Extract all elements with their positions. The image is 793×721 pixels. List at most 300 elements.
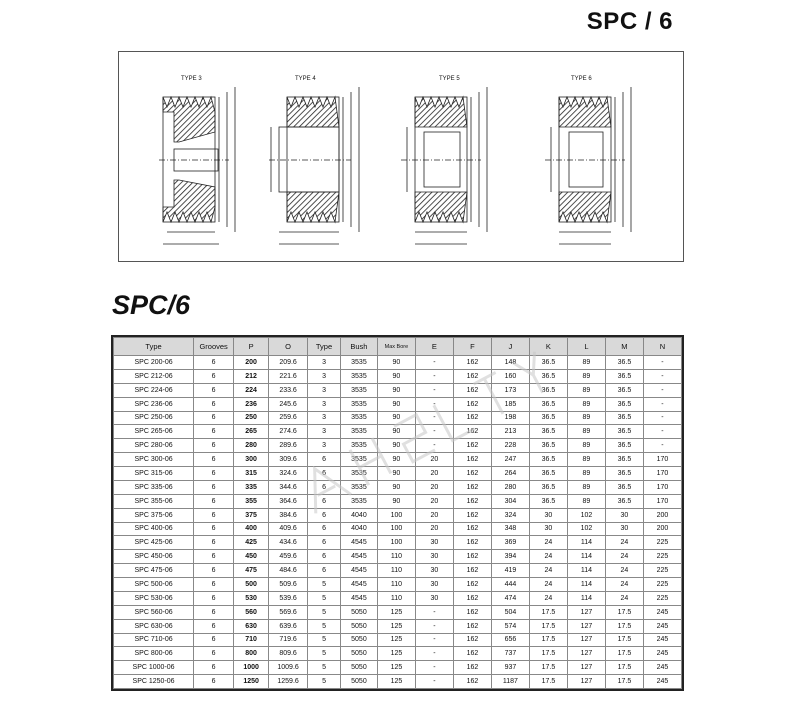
cell-grooves: 6: [194, 356, 234, 370]
cell-bush: 5050: [340, 661, 377, 675]
table-row: [114, 647, 682, 661]
cell-m: 30: [605, 522, 643, 536]
cell-max-bore: 90: [377, 453, 415, 467]
col-header-j: J: [491, 338, 529, 356]
spc-6-dimension-table: [111, 335, 684, 691]
cell-hub-type: 3: [308, 439, 341, 453]
cell-n: -: [643, 356, 681, 370]
col-header-n: N: [643, 338, 681, 356]
cell-n: -: [643, 439, 681, 453]
cell-f: 162: [453, 439, 491, 453]
cell-grooves: 6: [194, 439, 234, 453]
cell-m: 36.5: [605, 439, 643, 453]
cell-grooves: 6: [194, 494, 234, 508]
col-header-p: P: [234, 338, 269, 356]
cell-k: 24: [529, 536, 567, 550]
cell-bush: 3535: [340, 397, 377, 411]
cell-j: 656: [491, 633, 529, 647]
cell-f: 162: [453, 647, 491, 661]
col-header-bush: Bush: [340, 338, 377, 356]
cell-p: 1000: [234, 661, 269, 675]
cell-max-bore: 125: [377, 661, 415, 675]
cell-grooves: 6: [194, 467, 234, 481]
cell-k: 30: [529, 522, 567, 536]
cell-n: 170: [643, 480, 681, 494]
cell-m: 36.5: [605, 467, 643, 481]
cell-o: 434.6: [269, 536, 308, 550]
cell-m: 36.5: [605, 425, 643, 439]
cell-f: 162: [453, 633, 491, 647]
cell-l: 127: [567, 661, 605, 675]
cell-m: 24: [605, 591, 643, 605]
type-3-label: TYPE 3: [181, 76, 202, 82]
cell-j: 444: [491, 578, 529, 592]
cell-p: 265: [234, 425, 269, 439]
cell-hub-type: 3: [308, 356, 341, 370]
cell-f: 162: [453, 591, 491, 605]
cell-bush: 4545: [340, 536, 377, 550]
cell-o: 569.6: [269, 605, 308, 619]
cell-k: 24: [529, 564, 567, 578]
cell-hub-type: 5: [308, 661, 341, 675]
cell-o: 384.6: [269, 508, 308, 522]
cell-p: 224: [234, 383, 269, 397]
cell-f: 162: [453, 605, 491, 619]
cell-e: 20: [415, 453, 453, 467]
cell-j: 198: [491, 411, 529, 425]
cell-type: SPC 200-06: [114, 356, 194, 370]
table-row: [114, 397, 682, 411]
cell-hub-type: 5: [308, 633, 341, 647]
cell-l: 89: [567, 411, 605, 425]
cell-n: 170: [643, 467, 681, 481]
cell-l: 89: [567, 439, 605, 453]
cell-type: SPC 236-06: [114, 397, 194, 411]
cell-k: 17.5: [529, 605, 567, 619]
cell-n: 225: [643, 550, 681, 564]
cell-p: 300: [234, 453, 269, 467]
cell-o: 809.6: [269, 647, 308, 661]
cell-type: SPC 300-06: [114, 453, 194, 467]
cell-j: 937: [491, 661, 529, 675]
cell-max-bore: 100: [377, 508, 415, 522]
cell-p: 425: [234, 536, 269, 550]
cell-l: 102: [567, 508, 605, 522]
cell-m: 36.5: [605, 356, 643, 370]
cell-k: 17.5: [529, 619, 567, 633]
cell-o: 209.6: [269, 356, 308, 370]
cell-p: 375: [234, 508, 269, 522]
cell-k: 36.5: [529, 467, 567, 481]
cell-hub-type: 5: [308, 647, 341, 661]
cell-bush: 5050: [340, 633, 377, 647]
cell-l: 89: [567, 425, 605, 439]
col-header-hub-type: Type: [308, 338, 341, 356]
cell-max-bore: 125: [377, 619, 415, 633]
cell-hub-type: 6: [308, 536, 341, 550]
cell-l: 89: [567, 383, 605, 397]
col-header-f: F: [453, 338, 491, 356]
cell-o: 274.6: [269, 425, 308, 439]
cell-max-bore: 100: [377, 522, 415, 536]
cell-n: -: [643, 411, 681, 425]
cell-n: 245: [643, 647, 681, 661]
cell-p: 475: [234, 564, 269, 578]
cell-k: 36.5: [529, 383, 567, 397]
cell-f: 162: [453, 480, 491, 494]
cell-p: 355: [234, 494, 269, 508]
cell-grooves: 6: [194, 661, 234, 675]
cell-bush: 4040: [340, 522, 377, 536]
col-header-grooves: Grooves: [194, 338, 234, 356]
cell-type: SPC 280-06: [114, 439, 194, 453]
cell-o: 484.6: [269, 564, 308, 578]
cell-l: 89: [567, 480, 605, 494]
cell-k: 36.5: [529, 439, 567, 453]
cell-l: 114: [567, 578, 605, 592]
cell-n: 245: [643, 633, 681, 647]
cell-n: 245: [643, 605, 681, 619]
cell-grooves: 6: [194, 591, 234, 605]
cell-f: 162: [453, 508, 491, 522]
cell-e: -: [415, 619, 453, 633]
cell-bush: 4545: [340, 550, 377, 564]
cell-type: SPC 500-06: [114, 578, 194, 592]
cell-k: 24: [529, 591, 567, 605]
cell-j: 228: [491, 439, 529, 453]
cell-bush: 4545: [340, 564, 377, 578]
cell-type: SPC 375-06: [114, 508, 194, 522]
cell-hub-type: 6: [308, 564, 341, 578]
cell-f: 162: [453, 356, 491, 370]
cell-p: 1250: [234, 675, 269, 689]
cell-m: 17.5: [605, 633, 643, 647]
table-row: [114, 356, 682, 370]
cell-grooves: 6: [194, 508, 234, 522]
cell-bush: 5050: [340, 675, 377, 689]
cell-o: 509.6: [269, 578, 308, 592]
cell-max-bore: 125: [377, 605, 415, 619]
cell-f: 162: [453, 522, 491, 536]
cell-j: 1187: [491, 675, 529, 689]
cell-m: 24: [605, 536, 643, 550]
table-row: [114, 411, 682, 425]
cell-l: 114: [567, 550, 605, 564]
table-row: [114, 494, 682, 508]
table-row: [114, 675, 682, 689]
cell-grooves: 6: [194, 536, 234, 550]
cell-p: 200: [234, 356, 269, 370]
cell-j: 247: [491, 453, 529, 467]
cell-j: 324: [491, 508, 529, 522]
table-row: [114, 633, 682, 647]
cell-bush: 3535: [340, 425, 377, 439]
cell-e: -: [415, 425, 453, 439]
cell-f: 162: [453, 661, 491, 675]
cell-p: 315: [234, 467, 269, 481]
cell-bush: 4040: [340, 508, 377, 522]
cell-bush: 3535: [340, 480, 377, 494]
cell-max-bore: 90: [377, 411, 415, 425]
cell-k: 36.5: [529, 397, 567, 411]
cell-grooves: 6: [194, 675, 234, 689]
cell-n: -: [643, 369, 681, 383]
cell-hub-type: 3: [308, 369, 341, 383]
cell-type: SPC 265-06: [114, 425, 194, 439]
cell-hub-type: 5: [308, 675, 341, 689]
cell-k: 36.5: [529, 369, 567, 383]
cell-grooves: 6: [194, 480, 234, 494]
cell-n: 245: [643, 619, 681, 633]
cell-type: SPC 355-06: [114, 494, 194, 508]
cell-grooves: 6: [194, 564, 234, 578]
table-row: [114, 661, 682, 675]
cell-e: -: [415, 605, 453, 619]
page-title: SPC / 6: [586, 8, 673, 35]
cell-bush: 4545: [340, 591, 377, 605]
table-row: [114, 480, 682, 494]
cell-e: -: [415, 383, 453, 397]
cell-bush: 5050: [340, 619, 377, 633]
cell-max-bore: 125: [377, 675, 415, 689]
cell-max-bore: 110: [377, 591, 415, 605]
cell-l: 127: [567, 675, 605, 689]
cell-f: 162: [453, 369, 491, 383]
section-title: SPC/6: [112, 290, 191, 320]
cell-grooves: 6: [194, 411, 234, 425]
cell-e: 20: [415, 467, 453, 481]
type-4-label: TYPE 4: [295, 76, 316, 82]
cell-type: SPC 400-06: [114, 522, 194, 536]
cell-type: SPC 212-06: [114, 369, 194, 383]
cell-p: 400: [234, 522, 269, 536]
cell-hub-type: 3: [308, 397, 341, 411]
cell-l: 127: [567, 633, 605, 647]
cell-j: 419: [491, 564, 529, 578]
cell-type: SPC 425-06: [114, 536, 194, 550]
cell-f: 162: [453, 453, 491, 467]
cell-max-bore: 110: [377, 564, 415, 578]
cell-e: -: [415, 397, 453, 411]
cell-hub-type: 6: [308, 494, 341, 508]
cell-o: 364.6: [269, 494, 308, 508]
cell-max-bore: 90: [377, 425, 415, 439]
cell-k: 36.5: [529, 356, 567, 370]
table-row: [114, 383, 682, 397]
cell-bush: 3535: [340, 439, 377, 453]
cell-max-bore: 100: [377, 536, 415, 550]
cell-max-bore: 90: [377, 356, 415, 370]
cell-f: 162: [453, 536, 491, 550]
cell-e: -: [415, 369, 453, 383]
cell-o: 409.6: [269, 522, 308, 536]
cell-max-bore: 90: [377, 369, 415, 383]
cell-j: 264: [491, 467, 529, 481]
cell-o: 309.6: [269, 453, 308, 467]
cell-j: 148: [491, 356, 529, 370]
cell-type: SPC 450-06: [114, 550, 194, 564]
cell-k: 24: [529, 550, 567, 564]
cell-o: 221.6: [269, 369, 308, 383]
cell-n: 200: [643, 522, 681, 536]
cell-o: 324.6: [269, 467, 308, 481]
cell-e: 20: [415, 522, 453, 536]
cell-type: SPC 224-06: [114, 383, 194, 397]
cell-m: 24: [605, 564, 643, 578]
cell-m: 24: [605, 550, 643, 564]
type-5-label: TYPE 5: [439, 76, 460, 82]
cell-p: 212: [234, 369, 269, 383]
col-header-e: E: [415, 338, 453, 356]
cell-type: SPC 475-06: [114, 564, 194, 578]
cell-type: SPC 530-06: [114, 591, 194, 605]
cell-p: 250: [234, 411, 269, 425]
cell-k: 17.5: [529, 661, 567, 675]
cell-k: 24: [529, 578, 567, 592]
cell-m: 17.5: [605, 647, 643, 661]
cell-m: 24: [605, 578, 643, 592]
cell-hub-type: 5: [308, 578, 341, 592]
cell-e: -: [415, 647, 453, 661]
cell-type: SPC 630-06: [114, 619, 194, 633]
cell-bush: 3535: [340, 411, 377, 425]
cell-l: 127: [567, 619, 605, 633]
cell-max-bore: 90: [377, 397, 415, 411]
cell-f: 162: [453, 425, 491, 439]
cell-l: 89: [567, 453, 605, 467]
table-row: [114, 619, 682, 633]
cell-hub-type: 6: [308, 480, 341, 494]
cell-m: 30: [605, 508, 643, 522]
cell-f: 162: [453, 578, 491, 592]
table-row: [114, 550, 682, 564]
cell-m: 17.5: [605, 661, 643, 675]
cell-o: 719.6: [269, 633, 308, 647]
table-row: [114, 536, 682, 550]
cell-m: 36.5: [605, 494, 643, 508]
cell-o: 639.6: [269, 619, 308, 633]
pulley-cross-section-drawings: [119, 52, 685, 263]
cell-max-bore: 110: [377, 578, 415, 592]
cell-bush: 3535: [340, 356, 377, 370]
type-6-drawing: [545, 87, 631, 244]
cell-l: 114: [567, 591, 605, 605]
cell-bush: 3535: [340, 467, 377, 481]
cell-j: 504: [491, 605, 529, 619]
cell-e: -: [415, 633, 453, 647]
cell-l: 89: [567, 356, 605, 370]
cell-m: 36.5: [605, 453, 643, 467]
cell-p: 800: [234, 647, 269, 661]
cell-m: 17.5: [605, 619, 643, 633]
cell-hub-type: 5: [308, 619, 341, 633]
col-header-m: M: [605, 338, 643, 356]
cell-o: 459.6: [269, 550, 308, 564]
cell-bush: 5050: [340, 647, 377, 661]
type-3-drawing: [159, 87, 235, 244]
table-row: [114, 425, 682, 439]
cell-hub-type: 5: [308, 605, 341, 619]
cell-type: SPC 800-06: [114, 647, 194, 661]
cell-grooves: 6: [194, 619, 234, 633]
cell-f: 162: [453, 494, 491, 508]
cell-l: 89: [567, 494, 605, 508]
cell-f: 162: [453, 383, 491, 397]
cell-o: 245.6: [269, 397, 308, 411]
cell-e: -: [415, 439, 453, 453]
cell-hub-type: 6: [308, 522, 341, 536]
cell-e: 30: [415, 536, 453, 550]
cell-n: 200: [643, 508, 681, 522]
cell-m: 17.5: [605, 605, 643, 619]
cell-e: -: [415, 411, 453, 425]
col-header-l: L: [567, 338, 605, 356]
cell-f: 162: [453, 564, 491, 578]
cell-grooves: 6: [194, 522, 234, 536]
cell-j: 160: [491, 369, 529, 383]
cell-grooves: 6: [194, 605, 234, 619]
cell-type: SPC 710-06: [114, 633, 194, 647]
cell-max-bore: 90: [377, 480, 415, 494]
cell-l: 89: [567, 369, 605, 383]
cell-hub-type: 5: [308, 591, 341, 605]
cell-max-bore: 90: [377, 467, 415, 481]
cell-p: 530: [234, 591, 269, 605]
cell-grooves: 6: [194, 397, 234, 411]
table-row: [114, 369, 682, 383]
table-header-row: [114, 338, 682, 356]
cell-j: 737: [491, 647, 529, 661]
cell-n: 225: [643, 591, 681, 605]
cell-o: 233.6: [269, 383, 308, 397]
cell-p: 280: [234, 439, 269, 453]
cell-bush: 3535: [340, 494, 377, 508]
cell-grooves: 6: [194, 550, 234, 564]
cell-p: 710: [234, 633, 269, 647]
cell-m: 36.5: [605, 397, 643, 411]
cell-e: -: [415, 675, 453, 689]
cell-max-bore: 90: [377, 383, 415, 397]
cell-j: 474: [491, 591, 529, 605]
cell-grooves: 6: [194, 453, 234, 467]
cell-e: 20: [415, 480, 453, 494]
cell-o: 539.6: [269, 591, 308, 605]
table-row: [114, 591, 682, 605]
cell-bush: 3535: [340, 369, 377, 383]
cell-bush: 4545: [340, 578, 377, 592]
cell-max-bore: 125: [377, 633, 415, 647]
cell-o: 1259.6: [269, 675, 308, 689]
cell-p: 630: [234, 619, 269, 633]
cell-k: 36.5: [529, 453, 567, 467]
cell-grooves: 6: [194, 647, 234, 661]
cell-f: 162: [453, 550, 491, 564]
cell-e: -: [415, 356, 453, 370]
cell-o: 1009.6: [269, 661, 308, 675]
cell-j: 348: [491, 522, 529, 536]
cell-n: -: [643, 425, 681, 439]
cell-l: 127: [567, 605, 605, 619]
cell-n: 245: [643, 675, 681, 689]
cell-n: 225: [643, 578, 681, 592]
table-row: [114, 605, 682, 619]
cell-m: 36.5: [605, 369, 643, 383]
col-header-max-bore: Max Bore: [377, 338, 415, 356]
cell-j: 173: [491, 383, 529, 397]
cell-type: SPC 1250-06: [114, 675, 194, 689]
cell-hub-type: 6: [308, 467, 341, 481]
cell-hub-type: 6: [308, 508, 341, 522]
